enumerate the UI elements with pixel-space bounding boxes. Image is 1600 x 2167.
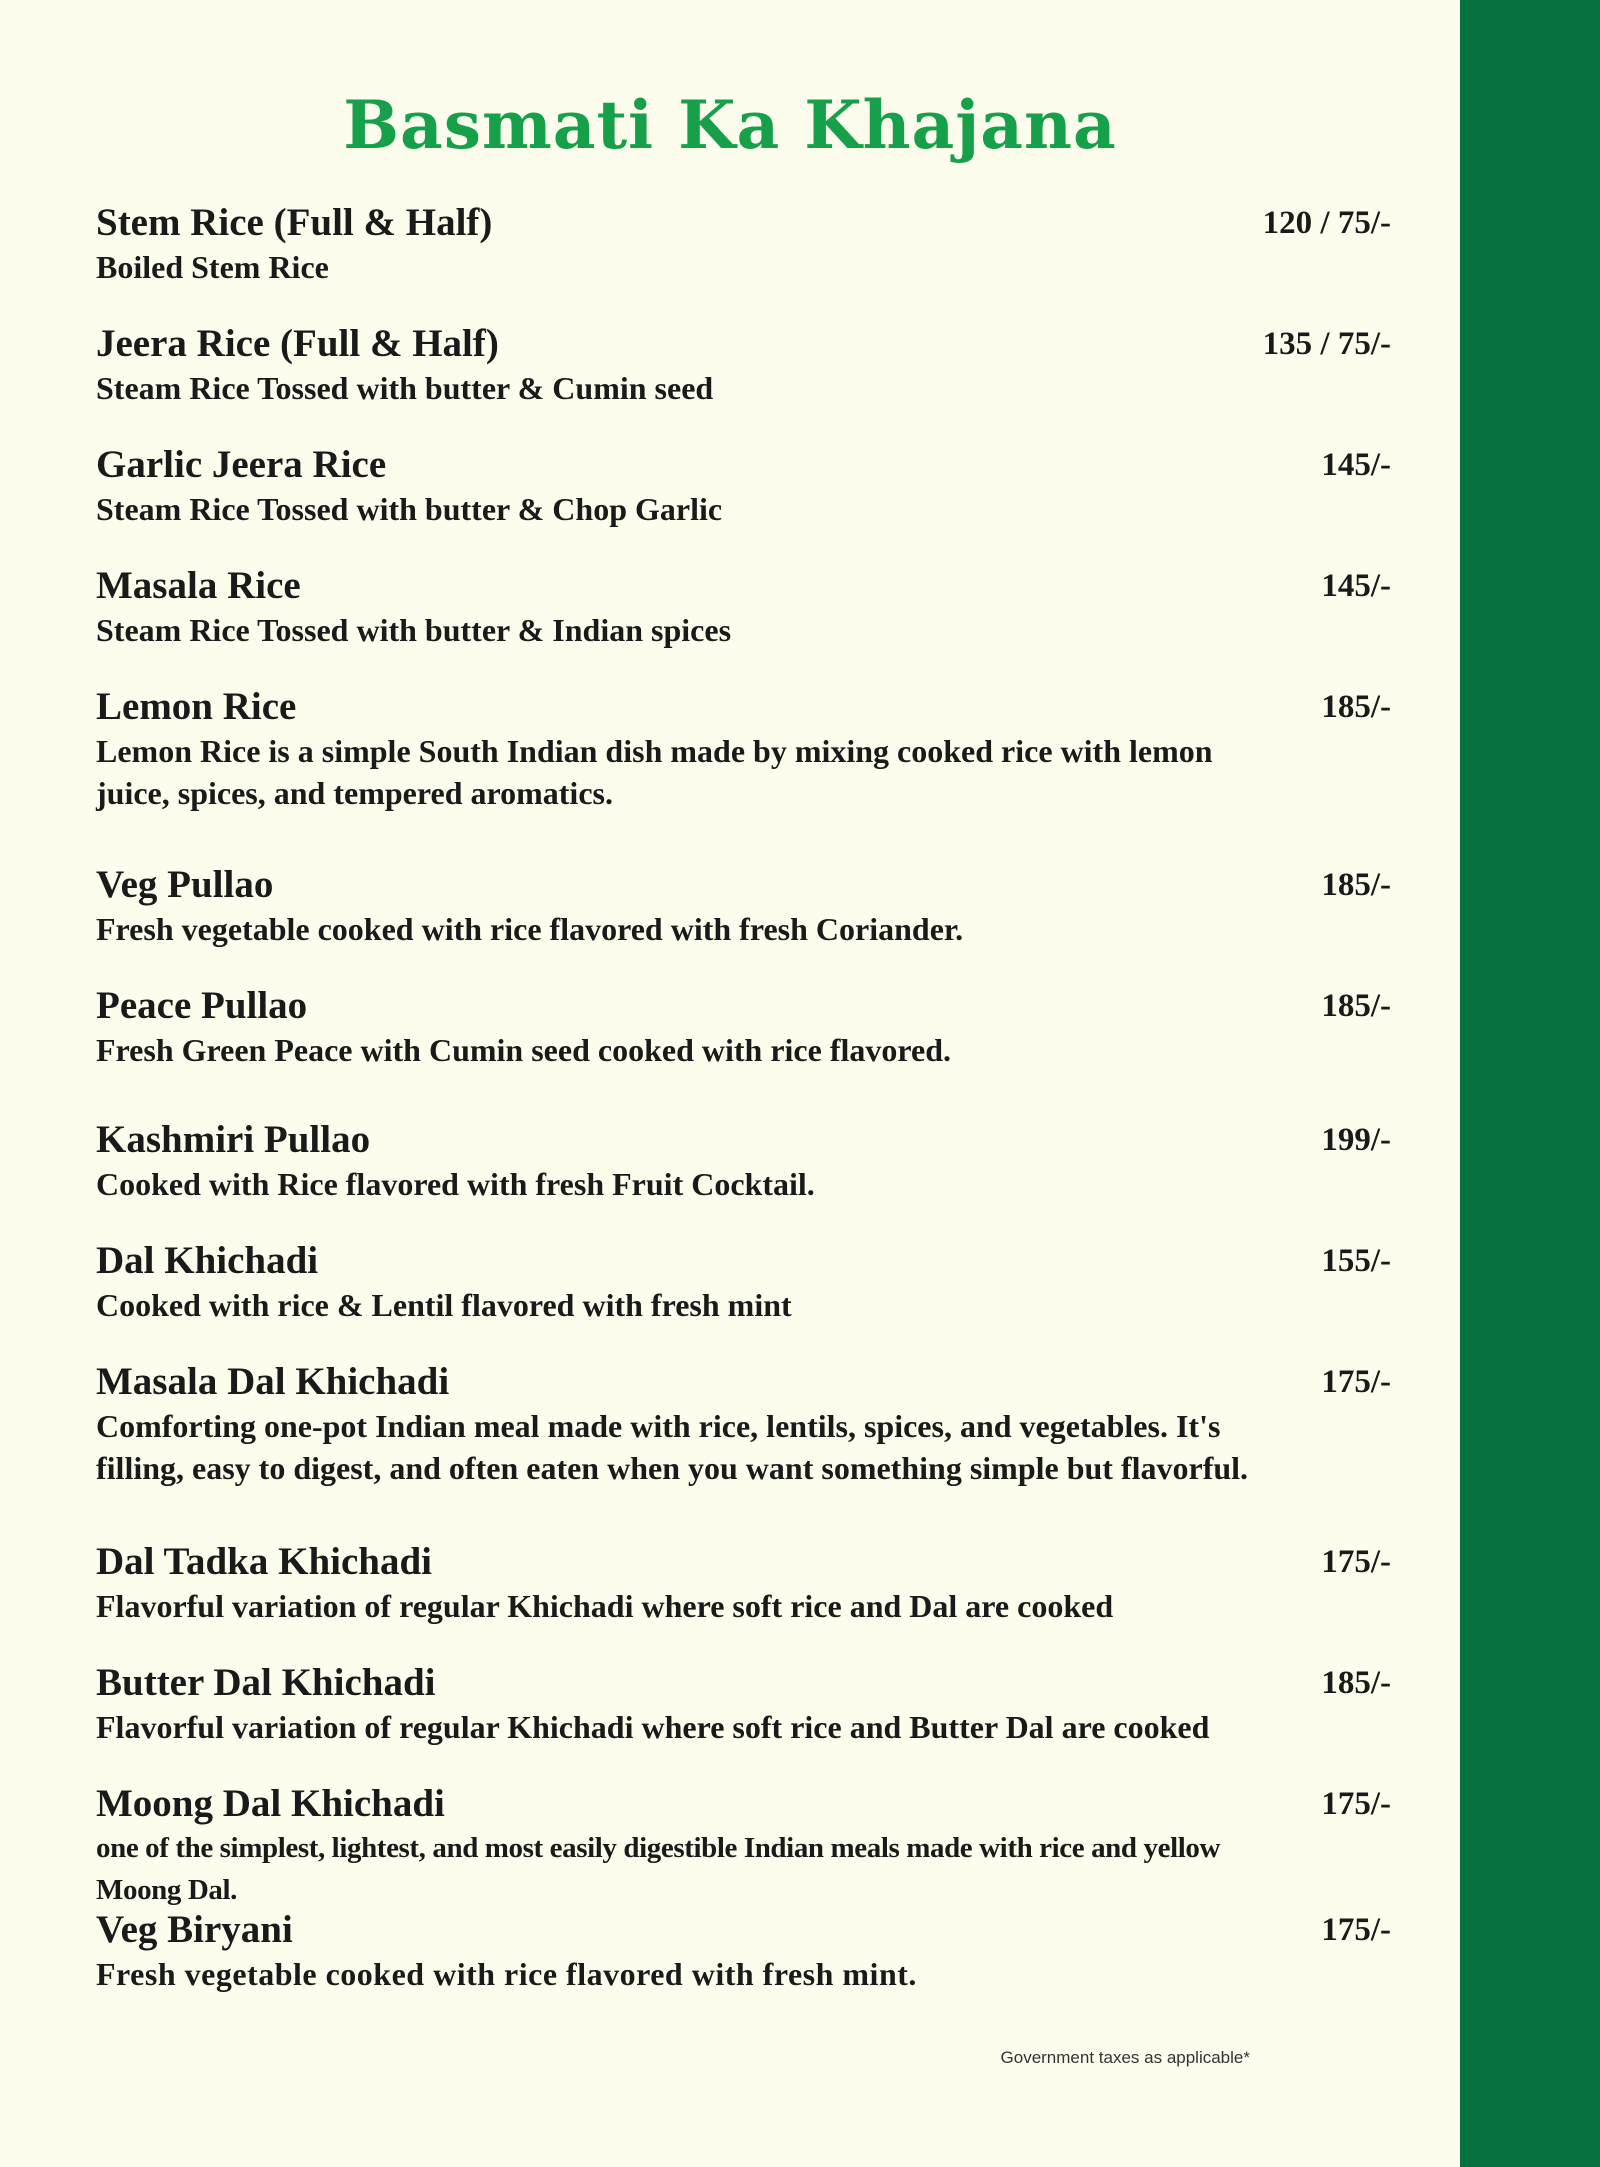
- menu-item: [96, 321, 1391, 409]
- item-price: 155/-: [1321, 1243, 1391, 1279]
- menu-item: [96, 684, 1391, 814]
- item-price: 185/-: [1321, 988, 1391, 1024]
- item-description: Fresh vegetable cooked with rice flavored with fresh Coriander.: [96, 911, 964, 947]
- item-name: Veg Biryani: [96, 1908, 293, 1951]
- menu-item: [96, 442, 1391, 530]
- item-name: Masala Rice: [96, 564, 301, 607]
- item-price: 145/-: [1321, 447, 1391, 483]
- item-name: Dal Khichadi: [96, 1239, 319, 1282]
- item-description: Flavorful variation of regular Khichadi where soft rice and Dal are cooked: [96, 1588, 1114, 1624]
- item-description: Fresh vegetable cooked with rice flavored with fresh mint.: [96, 1956, 917, 1992]
- item-name: Masala Dal Khichadi: [96, 1360, 450, 1403]
- menu-item: [96, 1238, 1391, 1326]
- item-price: 135 / 75/-: [1262, 326, 1391, 362]
- menu-item: [96, 1907, 1391, 1995]
- item-name: Veg Pullao: [96, 863, 274, 906]
- item-price: 185/-: [1321, 1665, 1391, 1701]
- menu-item: [96, 1660, 1391, 1748]
- menu-item: [96, 1539, 1391, 1627]
- green-side-bar: [1460, 0, 1600, 2167]
- menu-title: Basmati Ka Khajana: [343, 86, 1117, 164]
- item-price: 145/-: [1321, 568, 1391, 604]
- item-price: 175/-: [1321, 1786, 1391, 1822]
- item-price: 120 / 75/-: [1262, 205, 1391, 241]
- menu-item: [96, 1359, 1391, 1489]
- item-description: Cooked with rice & Lentil flavored with fresh mint: [96, 1287, 792, 1323]
- item-description: Boiled Stem Rice: [96, 249, 329, 285]
- item-price: 175/-: [1321, 1544, 1391, 1580]
- menu-item: [96, 200, 1391, 288]
- item-description: one of the simplest, lightest, and most easily digestible Indian meals made with rice and yellow Moong Dal.: [96, 1832, 1221, 1906]
- item-price: 185/-: [1321, 867, 1391, 903]
- item-description: Lemon Rice is a simple South Indian dish made by mixing cooked rice with lemon juice, spices, and tempered aromatics.: [96, 733, 1213, 811]
- item-description: Flavorful variation of regular Khichadi where soft rice and Butter Dal are cooked: [96, 1709, 1210, 1745]
- item-price: 175/-: [1321, 1912, 1391, 1948]
- item-name: Butter Dal Khichadi: [96, 1661, 436, 1704]
- item-name: Garlic Jeera Rice: [96, 443, 387, 486]
- menu-item: [96, 1781, 1391, 1911]
- item-description: Comforting one-pot Indian meal made with rice, lentils, spices, and vegetables. It's filling, easy to digest, and often eaten when you want something simple but flavorful.: [96, 1408, 1249, 1486]
- menu-item: [96, 563, 1391, 651]
- item-price: 199/-: [1321, 1122, 1391, 1158]
- item-price: 185/-: [1321, 689, 1391, 725]
- item-description: Steam Rice Tossed with butter & Indian spices: [96, 612, 732, 648]
- menu-item: [96, 862, 1391, 950]
- item-price: 175/-: [1321, 1364, 1391, 1400]
- item-description: Cooked with Rice flavored with fresh Fruit Cocktail.: [96, 1166, 815, 1202]
- item-description: Steam Rice Tossed with butter & Cumin seed: [96, 370, 714, 406]
- item-name: Kashmiri Pullao: [96, 1118, 371, 1161]
- item-name: Dal Tadka Khichadi: [96, 1540, 432, 1583]
- item-description: Steam Rice Tossed with butter & Chop Garlic: [96, 491, 723, 527]
- item-description: Fresh Green Peace with Cumin seed cooked with rice flavored.: [96, 1032, 951, 1068]
- item-name: Moong Dal Khichadi: [96, 1782, 445, 1825]
- tax-footnote: Government taxes as applicable*: [1000, 2048, 1250, 2067]
- item-name: Jeera Rice (Full & Half): [96, 322, 499, 365]
- menu-item: [96, 983, 1391, 1071]
- menu-item: [96, 1117, 1391, 1205]
- item-name: Lemon Rice: [96, 685, 297, 728]
- item-name: Stem Rice (Full & Half): [96, 201, 493, 244]
- item-name: Peace Pullao: [96, 984, 308, 1027]
